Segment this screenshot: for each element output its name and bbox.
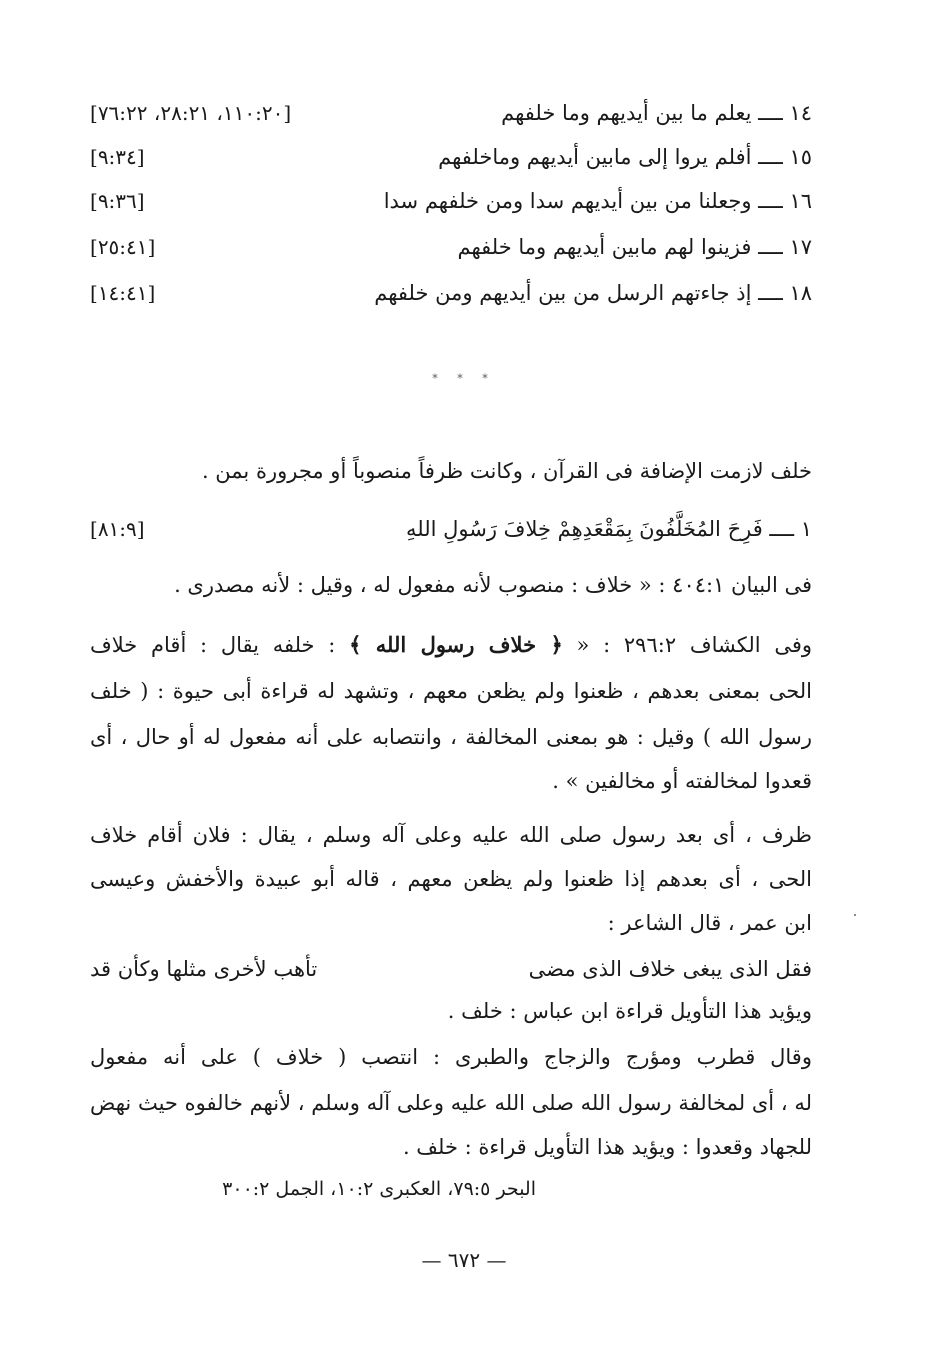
entry-reference: [٢٥:٤١] [90,235,156,259]
page-number: — ٦٧٢ — [421,1248,507,1272]
qutrub-line-1: وقال قطرب ومؤرج والزجاج والطبرى : انتصب ( خلاف ) على أنه مفعول [90,1045,812,1069]
footnote-references: البحر ٧٩:٥، العكبرى ١٠:٢، الجمل ٣٠٠:٢ [222,1178,536,1200]
entry-reference: [٩:٣٦] [90,189,145,213]
entry-reference: [١١٠:٢٠، ٢٨:٢١، ٧٦:٢٢] [90,101,292,125]
bayan-paragraph: فى البيان ٤٠٤:١ : « خلاف : منصوب لأنه مفعول له ، وقيل : لأنه مصدرى . [174,573,812,597]
section-divider: * * * [432,372,496,385]
entry-text: ١٤ ــــ يعلم ما بين أيديهم وما خلفهم [501,101,812,125]
entry-reference: [١٤:٤١] [90,281,156,305]
poem-second-hemistich: تأهب لأخرى مثلها وكأن قد [90,957,318,981]
entry-text: ١٨ ــــ إذ جاءتهم الرسل من بين أيديهم ومن خلفهم [374,281,812,305]
entry-text: ١٦ ــــ وجعلنا من بين أيديهم سدا ومن خلفهم سدا [383,189,812,213]
entry-reference: [٩:٣٤] [90,145,145,169]
zarf-line-1: ظرف ، أى بعد رسول صلى الله عليه وعلى آله وسلم ، يقال : فلان أقام خلاف [90,823,812,847]
kashshaf-line-2: الحى بمعنى بعدهم ، ظعنوا ولم يظعن معهم ، وتشهد له قراءة أبى حيوة : ( خلف [90,679,812,703]
kashshaf-quote: ﴿ خلاف رسول الله ﴾ [349,632,563,657]
zarf-line-2: الحى ، أى بعدهم إذا ظعنوا ولم يظعن معهم ، قاله أبو عبيدة والأخفش وعيسى [90,867,812,891]
kashshaf-line-4: قعدوا لمخالفته أو مخالفين » . [552,769,812,793]
zarf-line-3: ابن عمر ، قال الشاعر : [607,911,812,935]
qutrub-line-2: له ، أى لمخالفة رسول الله صلى الله عليه وعلى آله وسلم ، لأنهم خالفوه حيث نهض [90,1091,812,1115]
support-line: ويؤيد هذا التأويل قراءة ابن عباس : خلف . [447,999,812,1023]
entry-text: ١٧ ــــ فزينوا لهم مابين أيديهم وما خلفهم [457,235,812,259]
kashshaf-line-3: رسول الله ) وقيل : هو بمعنى المخالفة ، وانتصابه على أنه مفعول له أو حال ، أى [90,725,812,749]
kashshaf-line-1: وفى الكشاف ٢٩٦:٢ : « ﴿ خلاف رسول الله ﴾ : خلفه يقال : أقام خلاف [90,632,812,657]
verse-text: ١ ــــ فَرِحَ المُخَلَّفُونَ بِمَقْعَدِهِمْ خِلافَ رَسُولِ اللهِ [406,517,812,541]
qutrub-line-3: للجهاد وقعدوا : ويؤيد هذا التأويل قراءة : خلف . [402,1135,812,1159]
verse-reference: [٨١:٩] [90,517,145,541]
poem-first-hemistich: فقل الذى يبغى خلاف الذى مضى [528,957,812,981]
intro-paragraph: خلف لازمت الإضافة فى القرآن ، وكانت ظرفاً منصوباً أو مجرورة بمن . [201,459,812,483]
entry-text: ١٥ ــــ أفلم يروا إلى مابين أيديهم وماخلفهم [438,145,812,169]
scan-speck [854,914,856,916]
